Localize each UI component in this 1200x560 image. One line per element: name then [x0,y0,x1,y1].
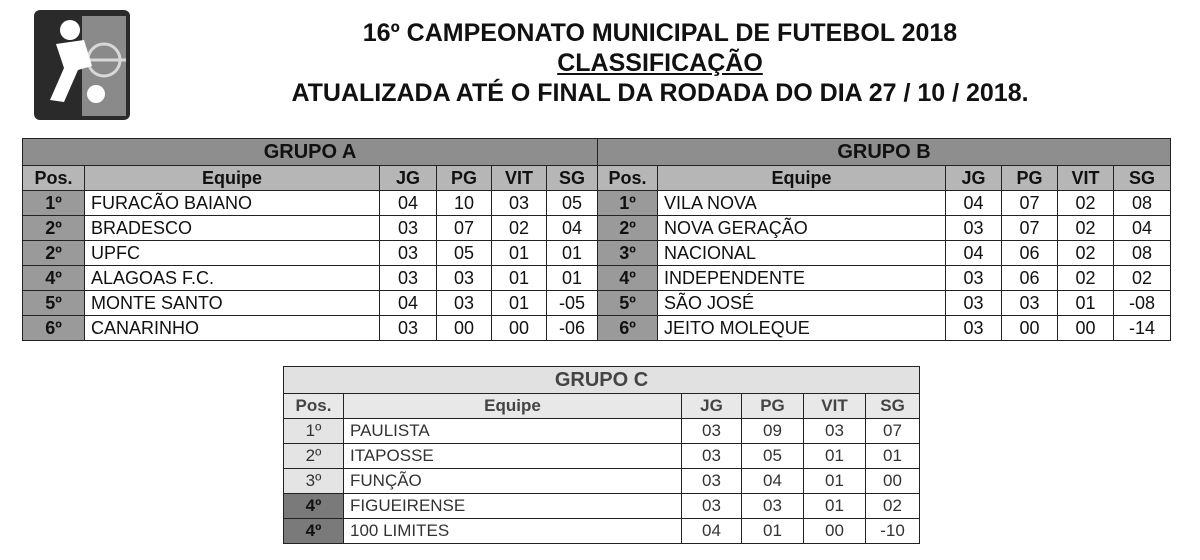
sg-cell: -10 [866,519,920,544]
grupo-b-title: GRUPO B [598,139,1171,166]
pos-cell: 4º [598,266,658,291]
vit-cell: 01 [804,494,866,519]
update-note: ATUALIZADA ATÉ O FINAL DA RODADA DO DIA 27 / 10 / 2018. [291,79,1029,107]
col-sg: SG [547,166,598,191]
jg-cell: 03 [682,444,742,469]
table-row [284,494,920,519]
pos-cell: 6º [23,316,85,341]
pg-cell: 09 [742,419,804,444]
pg-cell: 03 [437,266,492,291]
pg-cell: 05 [437,241,492,266]
pos-cell: 2º [598,216,658,241]
jg-cell: 03 [380,241,437,266]
table-row [598,216,1171,241]
sg-cell: 04 [1114,216,1171,241]
grupo-b-header-row [598,166,1171,191]
jg-cell: 04 [946,241,1002,266]
sg-cell: -05 [547,291,598,316]
col-pos: Pos. [598,166,658,191]
grupo-b-table [597,138,1171,341]
pg-cell: 05 [742,444,804,469]
team-cell: INDEPENDENTE [658,266,946,291]
table-row [23,316,598,341]
header [150,18,1170,109]
team-cell: UPFC [85,241,380,266]
pos-cell: 2º [284,444,344,469]
pg-cell: 01 [742,519,804,544]
jg-cell: 03 [682,419,742,444]
grupo-c-title: GRUPO C [284,367,920,394]
vit-cell: 02 [492,216,547,241]
soccer-player-logo [34,10,130,120]
pg-cell: 10 [437,191,492,216]
sg-cell: 08 [1114,241,1171,266]
sg-cell: 01 [547,241,598,266]
table-row [598,241,1171,266]
table-row [23,266,598,291]
pg-cell: 07 [1002,216,1058,241]
col-pg: PG [1002,166,1058,191]
vit-cell: 02 [1058,241,1114,266]
vit-cell: 01 [492,241,547,266]
sg-cell: 00 [866,469,920,494]
pg-cell: 06 [1002,241,1058,266]
table-row [284,519,920,544]
pos-cell: 5º [598,291,658,316]
pg-cell: 07 [437,216,492,241]
soccer-player-icon [34,10,130,120]
col-vit: VIT [492,166,547,191]
col-pg: PG [742,394,804,419]
sg-cell: 01 [547,266,598,291]
pos-cell: 3º [284,469,344,494]
pos-cell: 4º [284,494,344,519]
sg-cell: -14 [1114,316,1171,341]
col-jg: JG [380,166,437,191]
jg-cell: 04 [380,291,437,316]
grupo-a-table [22,138,598,341]
sg-cell: -06 [547,316,598,341]
vit-cell: 02 [1058,191,1114,216]
jg-cell: 03 [946,266,1002,291]
table-row [598,266,1171,291]
vit-cell: 00 [492,316,547,341]
page-title: 16º CAMPEONATO MUNICIPAL DE FUTEBOL 2018 [362,19,958,47]
page-subtitle: CLASSIFICAÇÃO [557,49,763,77]
team-cell: MONTE SANTO [85,291,380,316]
pos-cell: 3º [598,241,658,266]
team-cell: SÃO JOSÉ [658,291,946,316]
jg-cell: 03 [380,266,437,291]
grupo-c-header-row [284,394,920,419]
pg-cell: 06 [1002,266,1058,291]
jg-cell: 03 [682,469,742,494]
jg-cell: 03 [946,216,1002,241]
vit-cell: 01 [804,444,866,469]
pos-cell: 5º [23,291,85,316]
table-row [23,291,598,316]
team-cell: FURACÃO BAIANO [85,191,380,216]
col-pg: PG [437,166,492,191]
team-cell: JEITO MOLEQUE [658,316,946,341]
col-vit: VIT [1058,166,1114,191]
pos-cell: 1º [598,191,658,216]
jg-cell: 04 [380,191,437,216]
jg-cell: 03 [946,291,1002,316]
col-pos: Pos. [23,166,85,191]
pg-cell: 07 [1002,191,1058,216]
vit-cell: 01 [1058,291,1114,316]
table-row [23,216,598,241]
col-jg: JG [946,166,1002,191]
vit-cell: 00 [1058,316,1114,341]
col-pos: Pos. [284,394,344,419]
sg-cell: 05 [547,191,598,216]
team-cell: PAULISTA [344,419,682,444]
vit-cell: 03 [492,191,547,216]
team-cell: ALAGOAS F.C. [85,266,380,291]
team-cell: CANARINHO [85,316,380,341]
table-row [284,419,920,444]
pos-cell: 1º [284,419,344,444]
team-cell: VILA NOVA [658,191,946,216]
vit-cell: 00 [804,519,866,544]
col-sg: SG [1114,166,1171,191]
sg-cell: 02 [866,494,920,519]
pos-cell: 4º [284,519,344,544]
table-row [23,191,598,216]
grupo-a-title: GRUPO A [23,139,598,166]
table-row [284,444,920,469]
table-row [598,316,1171,341]
pos-cell: 6º [598,316,658,341]
team-cell: 100 LIMITES [344,519,682,544]
jg-cell: 04 [682,519,742,544]
col-vit: VIT [804,394,866,419]
grupo-c-table [283,366,920,544]
pg-cell: 03 [437,291,492,316]
pg-cell: 04 [742,469,804,494]
sg-cell: 07 [866,419,920,444]
table-row [284,469,920,494]
team-cell: FUNÇÃO [344,469,682,494]
vit-cell: 02 [1058,216,1114,241]
team-cell: FIGUEIRENSE [344,494,682,519]
pos-cell: 4º [23,266,85,291]
sg-cell: 08 [1114,191,1171,216]
pos-cell: 2º [23,216,85,241]
col-jg: JG [682,394,742,419]
vit-cell: 03 [804,419,866,444]
pos-cell: 1º [23,191,85,216]
vit-cell: 02 [1058,266,1114,291]
sg-cell: 04 [547,216,598,241]
vit-cell: 01 [804,469,866,494]
team-cell: BRADESCO [85,216,380,241]
col-equipe: Equipe [658,166,946,191]
table-row [598,191,1171,216]
col-sg: SG [866,394,920,419]
jg-cell: 03 [946,316,1002,341]
table-row [23,241,598,266]
pg-cell: 00 [437,316,492,341]
team-cell: ITAPOSSE [344,444,682,469]
jg-cell: 03 [380,316,437,341]
pg-cell: 03 [742,494,804,519]
jg-cell: 03 [682,494,742,519]
pos-cell: 2º [23,241,85,266]
jg-cell: 03 [380,216,437,241]
sg-cell: -08 [1114,291,1171,316]
jg-cell: 04 [946,191,1002,216]
table-row [598,291,1171,316]
grupo-a-header-row [23,166,598,191]
pg-cell: 03 [1002,291,1058,316]
team-cell: NACIONAL [658,241,946,266]
col-equipe: Equipe [344,394,682,419]
sg-cell: 01 [866,444,920,469]
team-cell: NOVA GERAÇÃO [658,216,946,241]
pg-cell: 00 [1002,316,1058,341]
vit-cell: 01 [492,291,547,316]
sg-cell: 02 [1114,266,1171,291]
col-equipe: Equipe [85,166,380,191]
vit-cell: 01 [492,266,547,291]
